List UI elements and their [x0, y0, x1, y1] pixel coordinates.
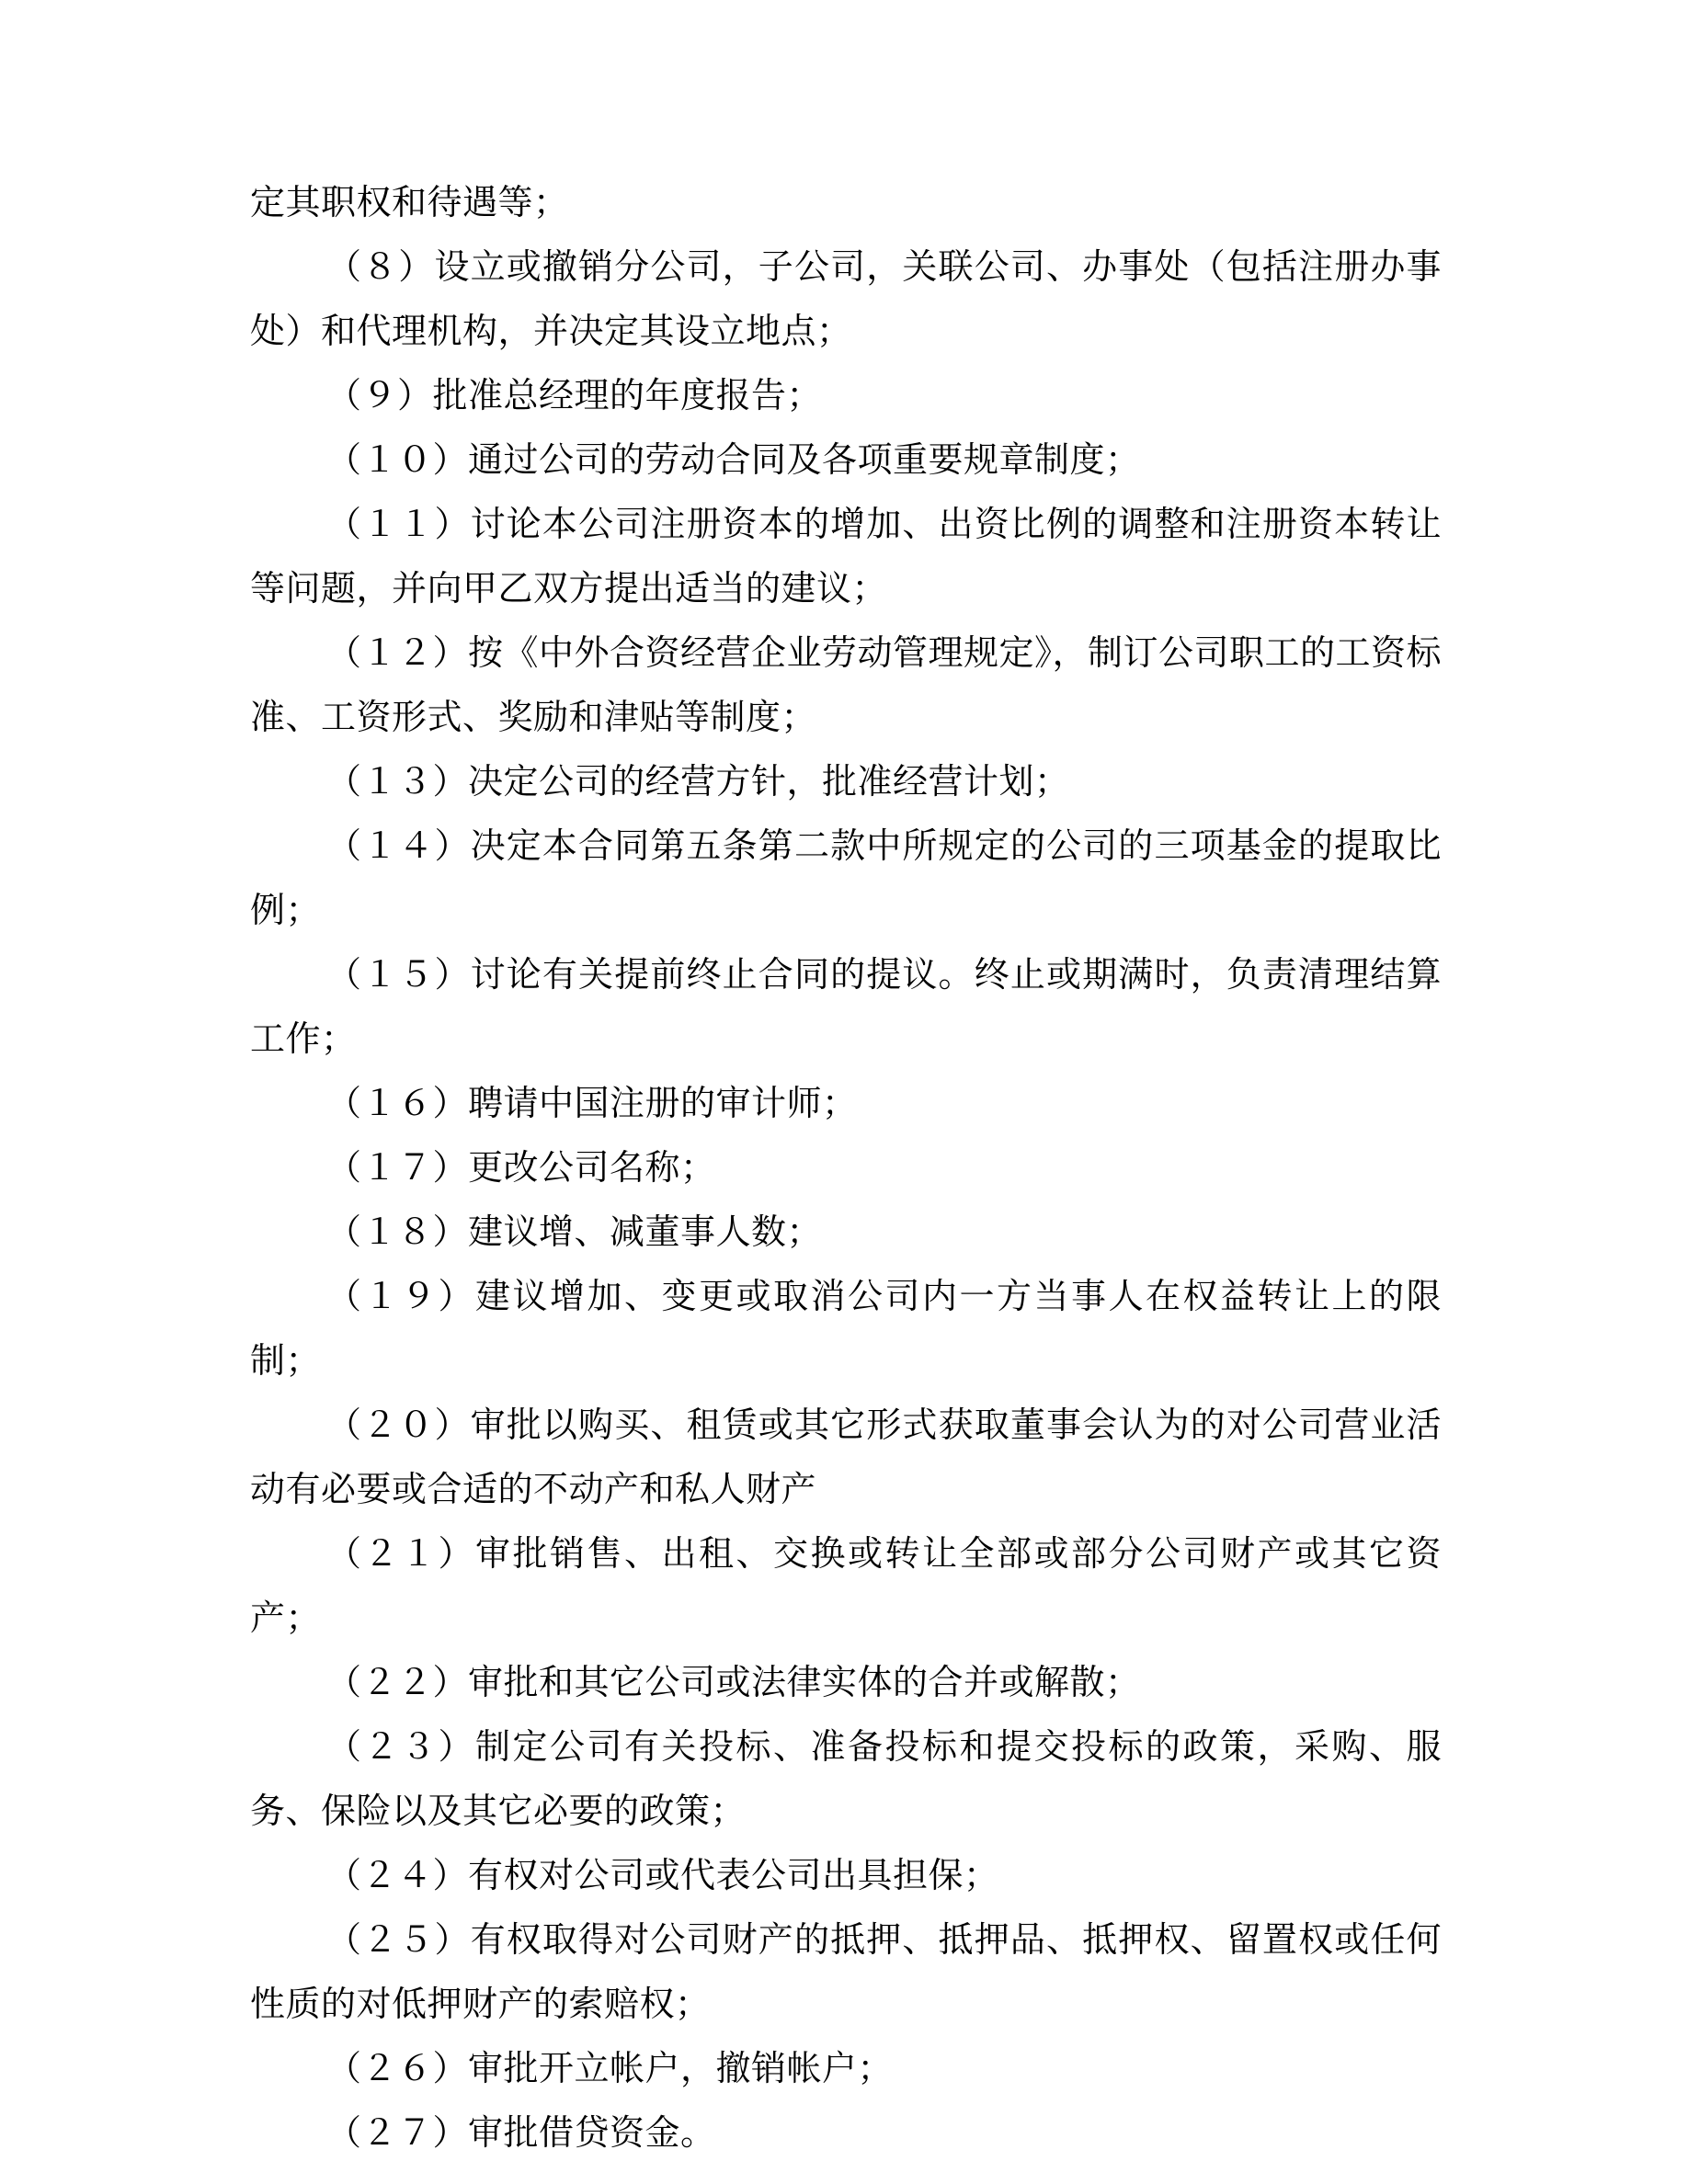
paragraph-4: （１０）通过公司的劳动合同及各项重要规章制度；	[326, 441, 1141, 480]
paragraph-2: （８）设立或撤销分公司，子公司，关联公司、办事处（包括注册办事处）和代理机构，并决定其设立地点；	[250, 248, 1442, 351]
paragraph-16: （２２）审批和其它公司或法律实体的合并或解散；	[326, 1664, 1141, 1702]
paragraph-11: （１７）更改公司名称；	[326, 1149, 716, 1188]
paragraph-3: （９）批准总经理的年度报告；	[326, 377, 823, 415]
paragraph-15: （２１）审批销售、出租、交换或转让全部或部分公司财产或其它资产；	[250, 1535, 1442, 1638]
paragraph-8: （１４）决定本合同第五条第二款中所规定的公司的三项基金的提取比例；	[250, 827, 1442, 930]
paragraph-1: 定其职权和待遇等；	[250, 184, 569, 222]
paragraph-20: （２６）审批开立帐户，撤销帐户；	[326, 2050, 894, 2088]
paragraph-6: （１２）按《中外合资经营企业劳动管理规定》，制订公司职工的工资标准、工资形式、奖励和津贴等制度；	[250, 634, 1443, 737]
paragraph-19: （２５）有权取得对公司财产的抵押、抵押品、抵押权、留置权或任何性质的对低押财产的索赔权；	[250, 1921, 1442, 2024]
paragraph-21: （２７）审批借贷资金。	[326, 2114, 716, 2153]
paragraph-5: （１１）讨论本公司注册资本的增加、出资比例的调整和注册资本转让等问题，并向甲乙双方提出适当的建议；	[250, 506, 1442, 609]
paragraph-13: （１９）建议增加、变更或取消公司内一方当事人在权益转让上的限制；	[250, 1278, 1442, 1381]
paragraph-17: （２３）制定公司有关投标、准备投标和提交投标的政策，采购、服务、保险以及其它必要的政策；	[250, 1728, 1442, 1831]
paragraph-9: （１５）讨论有关提前终止合同的提议。终止或期满时，负责清理结算工作；	[250, 956, 1442, 1059]
paragraph-14: （２０）审批以购买、租赁或其它形式获取董事会认为的对公司营业活动有必要或合适的不动产和私人财产	[250, 1406, 1442, 1509]
paragraph-7: （１３）决定公司的经营方针，批准经营计划；	[326, 763, 1070, 802]
paragraph-18: （２４）有权对公司或代表公司出具担保；	[326, 1857, 999, 1895]
paragraph-10: （１６）聘请中国注册的审计师；	[326, 1085, 858, 1123]
paragraph-12: （１８）建议增、减董事人数；	[326, 1213, 823, 1252]
